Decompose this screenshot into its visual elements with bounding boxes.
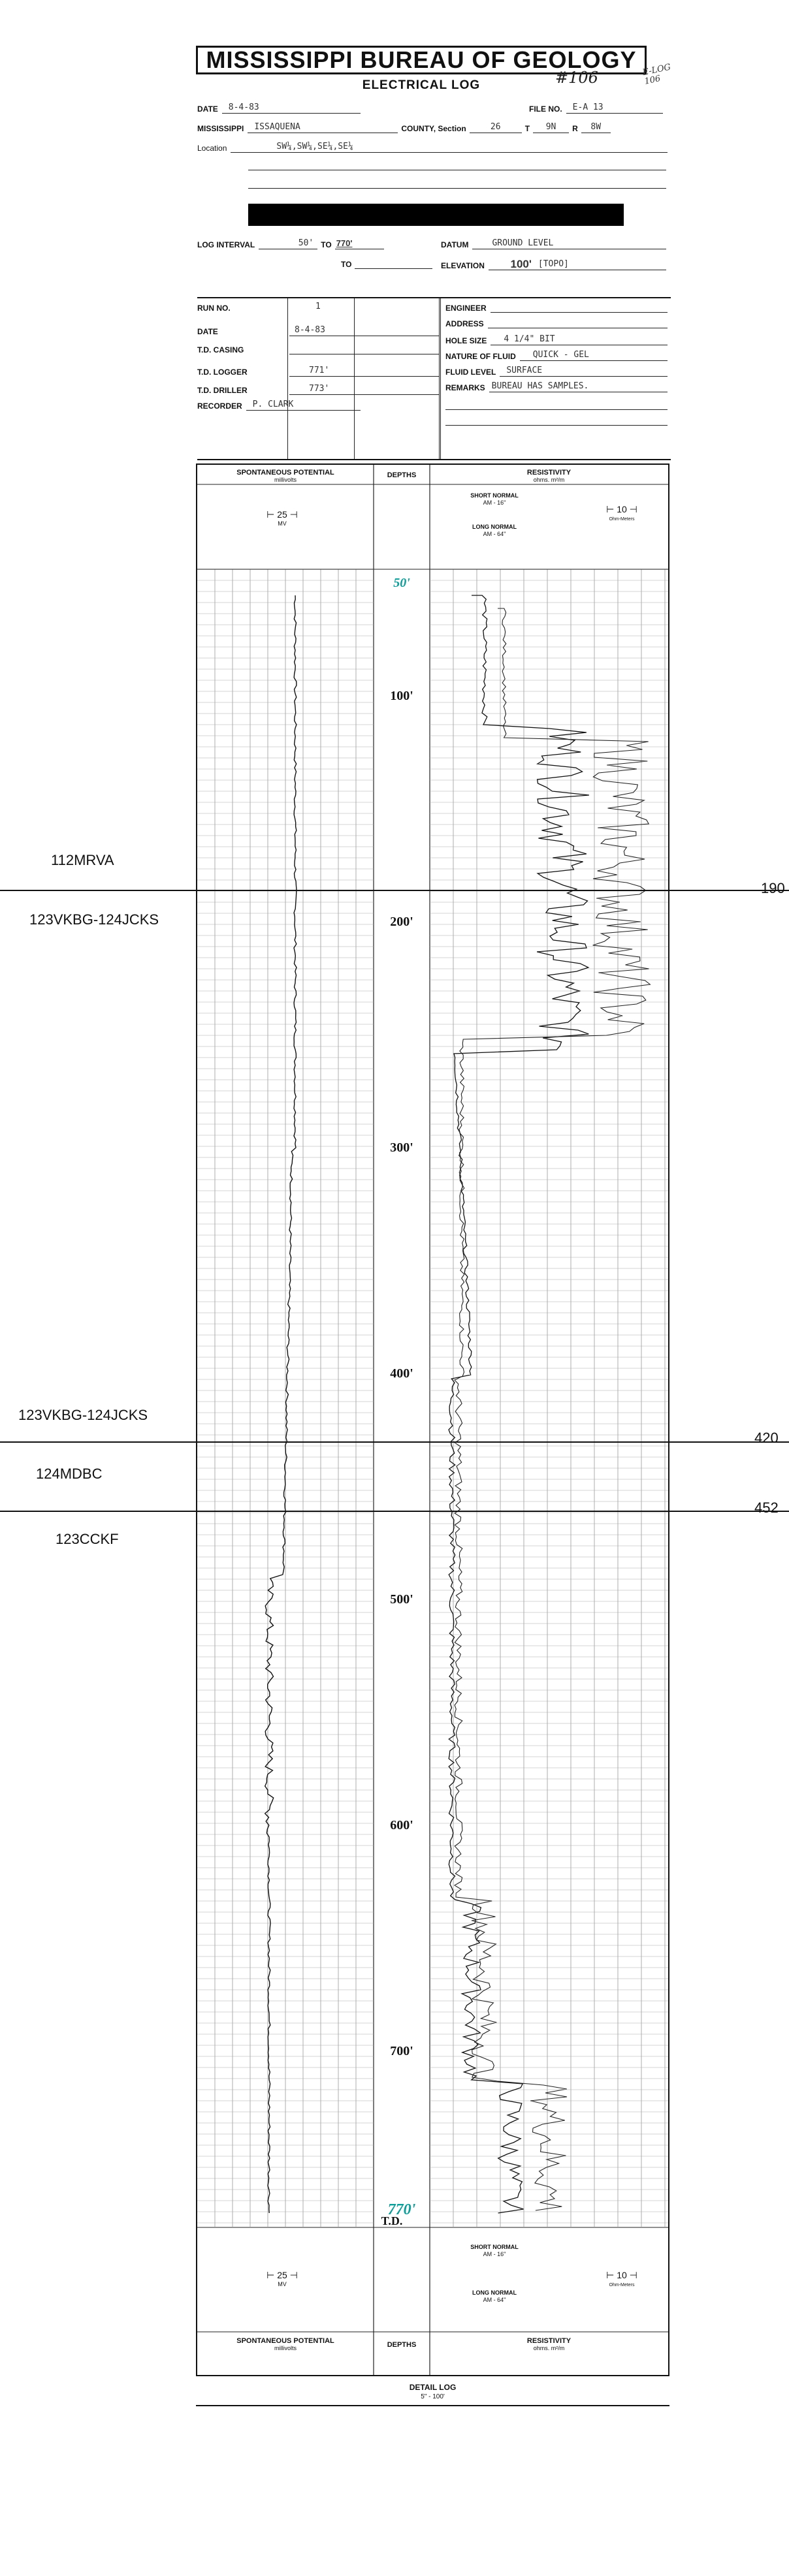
depth-label: 500' (390, 1592, 413, 1607)
detail-log-scale: 5" - 100' (421, 2393, 445, 2400)
elevation-value: 100' (489, 259, 534, 270)
elevation-label: ELEVATION (441, 261, 485, 270)
remarks-row (445, 378, 668, 392)
location-value: SW¼,SW¼,SE¼,SE¼ (231, 141, 668, 153)
sp-curve (265, 595, 297, 2213)
detail-log-title: DETAIL LOG (409, 2383, 457, 2392)
section-value: 26 (470, 121, 522, 133)
address-row (445, 314, 668, 328)
township-value: 9N (533, 121, 569, 133)
short-normal-curve (449, 595, 589, 2213)
long-normal-spacing: AM - 64" (483, 531, 506, 537)
formation-boundary-line (0, 1511, 789, 1512)
short-normal-label-bottom: SHORT NORMAL (470, 2244, 519, 2250)
log-interval-field (197, 235, 432, 249)
datum-field (441, 235, 666, 249)
county-value: ISSAQUENA (248, 121, 398, 133)
to-label: TO (321, 240, 332, 249)
depth-label: 100' (390, 689, 413, 703)
fluid-level-label: FLUID LEVEL (445, 368, 496, 377)
depth-label: 700' (390, 2044, 413, 2058)
run-date-row (197, 322, 439, 336)
divider (440, 298, 441, 459)
res-units: ohms. m²/m (533, 477, 565, 483)
engineer-label: ENGINEER (445, 304, 487, 313)
hole-size-row (445, 331, 668, 345)
annotation-depth: 452 (754, 1500, 779, 1516)
sp-units: millivolts (274, 477, 297, 483)
total-depth-mark: T.D. (381, 2214, 403, 2227)
date-field (197, 99, 361, 114)
end-depth: 770' (387, 2201, 416, 2218)
res-footer-units: ohms. m²/m (533, 2345, 565, 2351)
date-value: 8-4-83 (222, 102, 361, 114)
start-depth: 50' (393, 576, 410, 590)
mississippi-label: MISSISSIPPI (197, 124, 244, 133)
res-scale-units-bottom: Ohm-Meters (609, 2283, 635, 2287)
annotation-label: 123VKBG-124JCKS (29, 911, 159, 928)
handwritten-file-note: E-LOG 106 (641, 62, 672, 87)
remarks-value: BUREAU HAS SAMPLES. (489, 381, 668, 392)
fluid-nature-label: NATURE OF FLUID (445, 352, 516, 361)
res-scale-units: Ohm-Meters (609, 517, 635, 522)
log-chart-svg (197, 465, 668, 2375)
hole-size-value: 4 1/4" BIT (491, 334, 668, 345)
res-title: RESISTIVITY (526, 469, 572, 477)
location-label: Location (197, 144, 227, 153)
elevation-note: [TOPO] (534, 259, 666, 270)
blank-line (248, 188, 666, 189)
res-scale: ⊢ 10 ⊣ (606, 504, 637, 514)
long-normal-spacing-bottom: AM - 64" (483, 2297, 506, 2303)
depth-label: 400' (390, 1366, 413, 1381)
engineer-row (445, 298, 668, 313)
res-scale-value-bottom: 10 (617, 2270, 627, 2280)
formation-boundary-line (0, 890, 789, 891)
sp-scale-bottom: ⊢ 25 ⊣ (266, 2270, 298, 2280)
annotation-depth: 420 (754, 1430, 779, 1446)
redaction-bar (248, 204, 624, 226)
run-no-label: RUN NO. (197, 304, 231, 313)
recorder-label: RECORDER (197, 401, 242, 411)
sp-footer-title: SPONTANEOUS POTENTIAL (236, 2337, 334, 2345)
sp-scale-units: MV (278, 520, 287, 527)
sheet-bottom-rule (196, 2405, 669, 2406)
sp-scale: ⊢ 25 ⊣ (266, 509, 298, 520)
fluid-level-row (445, 362, 668, 377)
run-table (197, 297, 671, 460)
sp-scale-value-bottom: 25 (277, 2270, 287, 2280)
td-driller-label: T.D. DRILLER (197, 386, 248, 395)
long-normal-curve (455, 608, 650, 2210)
log-interval-from: 50' (259, 238, 317, 249)
depth-label: 600' (390, 1818, 413, 1832)
sp-scale-value: 25 (277, 509, 287, 520)
res-footer (430, 2337, 668, 2351)
datum-label: DATUM (441, 240, 469, 249)
short-normal-label: SHORT NORMAL (470, 492, 519, 499)
engineer-value (491, 301, 668, 313)
short-normal-spacing: AM - 16" (483, 499, 506, 506)
elevation-field (441, 256, 666, 270)
hole-size-label: HOLE SIZE (445, 336, 487, 345)
td-logger-row (197, 362, 439, 377)
recorder-value: P. CLARK (246, 399, 361, 411)
depths-header: DEPTHS (387, 471, 417, 479)
file-no-value: E-A 13 (566, 102, 663, 114)
sp-footer (197, 2337, 374, 2351)
to-blank (355, 257, 432, 269)
td-casing-row (197, 340, 439, 354)
datum-value: GROUND LEVEL (472, 238, 666, 249)
short-normal-spacing-bottom: AM - 16" (483, 2251, 506, 2257)
run-date-value: 8-4-83 (289, 324, 439, 336)
remarks-label: REMARKS (445, 383, 485, 392)
date-label: DATE (197, 104, 218, 114)
run-no-row (197, 298, 439, 313)
td-driller-value: 773' (289, 383, 439, 395)
page-title: MISSISSIPPI BUREAU OF GEOLOGY (206, 46, 637, 73)
formation-boundary-line (0, 1441, 789, 1443)
log-chart (196, 463, 669, 2376)
sp-header (197, 469, 374, 483)
page-subtitle: ELECTRICAL LOG (362, 78, 481, 92)
td-logger-value: 771' (289, 365, 439, 377)
blank-line (445, 409, 668, 410)
location-field (197, 138, 668, 153)
blank-line (445, 425, 668, 426)
fluid-nature-row (445, 347, 668, 361)
handwritten-file-number: #106 (555, 69, 598, 87)
divider (439, 298, 440, 459)
depth-label: 300' (390, 1140, 413, 1155)
td-casing-label: T.D. CASING (197, 345, 244, 354)
res-footer-title: RESISTIVITY (526, 2337, 572, 2345)
address-label: ADDRESS (445, 319, 484, 328)
log-interval-to: 770' (335, 238, 384, 249)
annotation-label: 123CCKF (56, 1531, 119, 1547)
res-scale-bottom: ⊢ 10 ⊣ (606, 2270, 637, 2280)
depth-label: 200' (390, 915, 413, 929)
annotation-label: 123VKBG-124JCKS (18, 1407, 148, 1423)
log-interval-label: LOG INTERVAL (197, 240, 255, 249)
file-no-field (529, 99, 663, 114)
annotation-label: 112MRVA (51, 852, 114, 868)
recorder-row (197, 396, 361, 411)
run-date-label: DATE (197, 327, 218, 336)
range-label: R (572, 124, 578, 133)
file-no-label: FILE NO. (529, 104, 562, 114)
annotation-depth: 190 (761, 880, 785, 896)
county-section-label: COUNTY, Section (401, 124, 466, 133)
address-value (488, 317, 668, 328)
sp-scale-units-bottom: MV (278, 2281, 287, 2287)
res-header (430, 469, 668, 483)
to-line: TO (341, 255, 432, 269)
annotation-label: 124MDBC (36, 1466, 103, 1482)
long-normal-label: LONG NORMAL (472, 524, 517, 530)
fluid-level-value: SURFACE (500, 365, 668, 377)
fluid-nature-value: QUICK - GEL (520, 349, 668, 361)
range-value: 8W (581, 121, 611, 133)
county-row (197, 119, 668, 133)
res-scale-value: 10 (617, 504, 627, 514)
td-logger-label: T.D. LOGGER (197, 368, 248, 377)
sp-title: SPONTANEOUS POTENTIAL (236, 469, 334, 477)
township-label: T (524, 124, 530, 133)
sp-footer-units: millivolts (274, 2345, 297, 2351)
electrical-log-sheet (189, 39, 676, 2422)
long-normal-label-bottom: LONG NORMAL (472, 2289, 517, 2296)
td-driller-row (197, 381, 439, 395)
td-casing-value (289, 343, 439, 354)
run-no-value: 1 (315, 302, 321, 311)
depths-footer: DEPTHS (387, 2341, 417, 2349)
